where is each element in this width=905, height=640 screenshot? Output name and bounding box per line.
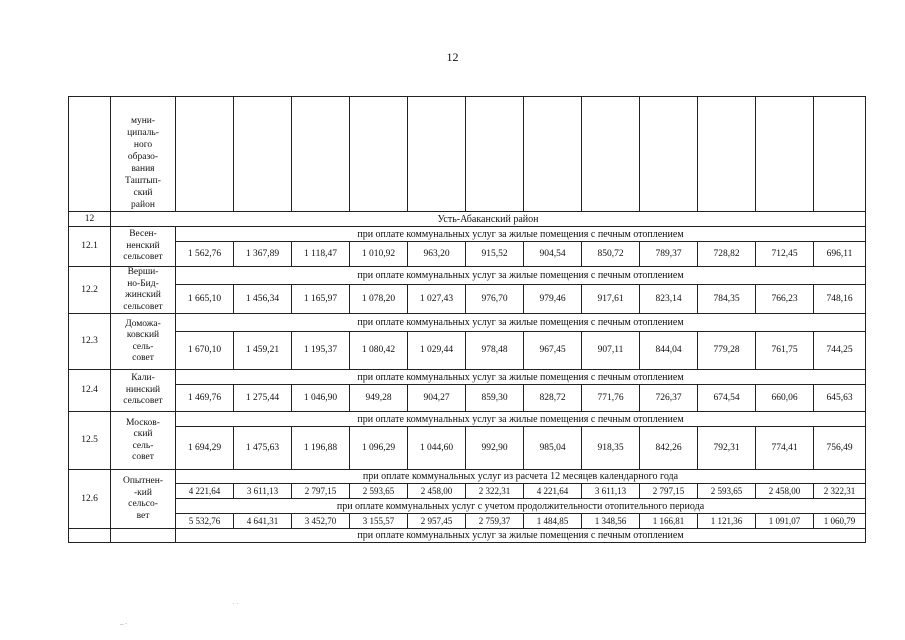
tariff-value: 1 010,92 [350, 242, 408, 267]
tariff-value: 844,04 [640, 332, 698, 370]
row-number: 12.4 [69, 370, 111, 412]
municipality-values-row [69, 285, 866, 314]
municipality-name: Доможа- ковский сель- совет [111, 314, 176, 370]
empty-value-cell [176, 97, 234, 212]
tariff-value: 766,23 [756, 285, 814, 314]
tariff-value: 967,45 [524, 332, 582, 370]
empty-value-cell [466, 97, 524, 212]
payment-description: при оплате коммунальных услуг с учетом продолжительности отопительного периода [176, 499, 866, 514]
tariff-value: 5 532,76 [176, 514, 234, 529]
tariff-value: 907,11 [582, 332, 640, 370]
tariff-value: 2 593,65 [350, 484, 408, 499]
tariff-value: 789,37 [640, 242, 698, 267]
tariff-value: 842,26 [640, 427, 698, 470]
tariff-value: 1 195,37 [292, 332, 350, 370]
payment-description: при оплате коммунальных услуг за жилые помещения с печным отоплением [176, 227, 866, 242]
district-row [69, 212, 866, 227]
tariff-value: 918,35 [582, 427, 640, 470]
municipality-description-row [69, 412, 866, 427]
municipality-description-row [69, 314, 866, 332]
tariff-value: 1 469,76 [176, 385, 234, 412]
tariff-value: 674,54 [698, 385, 756, 412]
tariff-value: 696,11 [814, 242, 866, 267]
tariff-value: 728,82 [698, 242, 756, 267]
empty-value-cell [698, 97, 756, 212]
tariff-value: 978,48 [466, 332, 524, 370]
tariff-value: 992,90 [466, 427, 524, 470]
tariff-value: 761,75 [756, 332, 814, 370]
municipality-description-row [69, 499, 866, 514]
tariff-value: 1 029,44 [408, 332, 466, 370]
tariff-value: 904,54 [524, 242, 582, 267]
tariff-value: 792,31 [698, 427, 756, 470]
tariff-value: 1 118,47 [292, 242, 350, 267]
row-number: 12.3 [69, 314, 111, 370]
tariff-value: 1 027,43 [408, 285, 466, 314]
tariff-value: 850,72 [582, 242, 640, 267]
tariff-value: 3 155,57 [350, 514, 408, 529]
municipality-description-row [69, 267, 866, 285]
empty-name-cell [111, 529, 176, 543]
row-number: 12.1 [69, 227, 111, 267]
tariff-value: 1 091,07 [756, 514, 814, 529]
tariff-value: 712,45 [756, 242, 814, 267]
empty-value-cell [582, 97, 640, 212]
scan-mark: _ . [120, 618, 127, 626]
tariff-value: 1 348,56 [582, 514, 640, 529]
municipality-values-row [69, 514, 866, 529]
payment-description: при оплате коммунальных услуг из расчета 12 месяцев календарного года [176, 470, 866, 484]
tariff-value: 915,52 [466, 242, 524, 267]
tariff-value: 784,35 [698, 285, 756, 314]
tariff-value: 2 322,31 [814, 484, 866, 499]
tariff-value: 3 611,13 [582, 484, 640, 499]
tariff-value: 779,28 [698, 332, 756, 370]
municipality-name: Кали- нинский сельсовет [111, 370, 176, 412]
tariff-value: 2 797,15 [640, 484, 698, 499]
payment-description: при оплате коммунальных услуг за жилые помещения с печным отоплением [176, 529, 866, 543]
row-number-cell [69, 529, 111, 543]
municipality-name: Москов- ский сель- совет [111, 412, 176, 470]
tariff-value: 2 322,31 [466, 484, 524, 499]
empty-value-cell [524, 97, 582, 212]
tariff-value: 1 275,44 [234, 385, 292, 412]
tariff-value: 979,46 [524, 285, 582, 314]
tariff-value: 726,37 [640, 385, 698, 412]
tariff-value: 1 484,85 [524, 514, 582, 529]
municipality-values-row [69, 427, 866, 470]
tariff-value: 645,63 [814, 385, 866, 412]
tariff-value: 4 221,64 [176, 484, 234, 499]
payment-description: при оплате коммунальных услуг за жилые помещения с печным отоплением [176, 370, 866, 385]
empty-value-cell [640, 97, 698, 212]
tariff-value: 976,70 [466, 285, 524, 314]
tariff-value: 1 475,63 [234, 427, 292, 470]
municipality-description-row [69, 529, 866, 543]
tariff-value: 963,20 [408, 242, 466, 267]
header-continuation-row [69, 97, 866, 212]
tariff-value: 1 121,36 [698, 514, 756, 529]
tariff-value: 1 459,21 [234, 332, 292, 370]
tariff-value: 1 165,97 [292, 285, 350, 314]
tariff-value: 1 046,90 [292, 385, 350, 412]
tariff-value: 771,76 [582, 385, 640, 412]
tariff-value: 1 166,81 [640, 514, 698, 529]
page-number: 12 [446, 50, 459, 64]
empty-value-cell [234, 97, 292, 212]
tariff-value: 2 593,65 [698, 484, 756, 499]
scan-mark: ˙ ˙ [232, 602, 239, 610]
municipality-values-row [69, 332, 866, 370]
tariff-value: 1 562,76 [176, 242, 234, 267]
tariff-value: 1 060,79 [814, 514, 866, 529]
empty-value-cell [756, 97, 814, 212]
tariff-value: 748,16 [814, 285, 866, 314]
tariff-value: 3 452,70 [292, 514, 350, 529]
tariff-value: 1 078,20 [350, 285, 408, 314]
tariff-value: 823,14 [640, 285, 698, 314]
empty-value-cell [814, 97, 866, 212]
tariff-value: 917,61 [582, 285, 640, 314]
tariff-value: 1 670,10 [176, 332, 234, 370]
payment-description: при оплате коммунальных услуг за жилые помещения с печным отоплением [176, 412, 866, 427]
tariff-value: 660,06 [756, 385, 814, 412]
district-number: 12 [69, 212, 111, 227]
tariff-value: 756,49 [814, 427, 866, 470]
municipality-name: Опытнен- -кий сельсо- вет [111, 470, 176, 529]
tariff-value: 774,41 [756, 427, 814, 470]
district-name: Усть-Абаканский район [111, 212, 866, 227]
row-number: 12.5 [69, 412, 111, 470]
tariff-value: 828,72 [524, 385, 582, 412]
municipality-description-row [69, 470, 866, 484]
tariff-value: 949,28 [350, 385, 408, 412]
tariff-value: 1 080,42 [350, 332, 408, 370]
municipality-values-row [69, 385, 866, 412]
tariff-value: 2 797,15 [292, 484, 350, 499]
municipality-values-row [69, 242, 866, 267]
tariff-value: 2 759,37 [466, 514, 524, 529]
tariff-value: 985,04 [524, 427, 582, 470]
tariff-value: 1 694,29 [176, 427, 234, 470]
municipality-description-row [69, 227, 866, 242]
tariff-value: 4 221,64 [524, 484, 582, 499]
empty-value-cell [350, 97, 408, 212]
tariff-value: 1 096,29 [350, 427, 408, 470]
municipality-description-row [69, 370, 866, 385]
payment-description: при оплате коммунальных услуг за жилые помещения с печным отоплением [176, 314, 866, 332]
tariff-value: 2 957,45 [408, 514, 466, 529]
empty-value-cell [292, 97, 350, 212]
tariff-value: 2 458,00 [408, 484, 466, 499]
tariff-value: 1 196,88 [292, 427, 350, 470]
row-number: 12.2 [69, 267, 111, 314]
tariff-value: 1 456,34 [234, 285, 292, 314]
tariff-value: 1 665,10 [176, 285, 234, 314]
payment-description: при оплате коммунальных услуг за жилые помещения с печным отоплением [176, 267, 866, 285]
municipality-values-row [69, 484, 866, 499]
tariff-value: 3 611,13 [234, 484, 292, 499]
tariff-table [68, 96, 866, 543]
row-number-cell [69, 97, 111, 212]
tariff-value: 904,27 [408, 385, 466, 412]
tariff-value: 1 044,60 [408, 427, 466, 470]
municipality-name: муни- ципаль- ного образо- вания Таштып- ский район [111, 97, 176, 212]
tariff-value: 2 458,00 [756, 484, 814, 499]
tariff-value: 859,30 [466, 385, 524, 412]
tariff-value: 1 367,89 [234, 242, 292, 267]
tariff-value: 744,25 [814, 332, 866, 370]
row-number: 12.6 [69, 470, 111, 529]
empty-value-cell [408, 97, 466, 212]
municipality-name: Весен- ненский сельсовет [111, 227, 176, 267]
municipality-name: Верши- но-Бид- жинский сельсовет [111, 267, 176, 314]
tariff-value: 4 641,31 [234, 514, 292, 529]
